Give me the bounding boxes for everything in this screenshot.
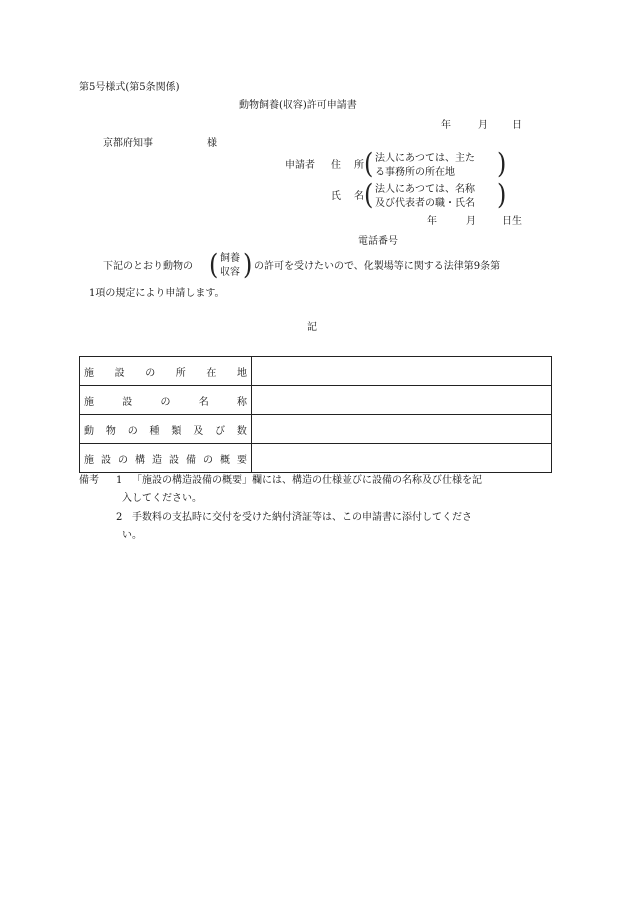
- name-label-char-1: 氏: [331, 191, 341, 202]
- label-char: 要: [237, 454, 247, 466]
- row-label-structure-overview: [80, 444, 252, 473]
- date-day-label: 日: [512, 120, 522, 131]
- value-facility-location[interactable]: [252, 357, 552, 386]
- label-char: 設: [101, 454, 111, 466]
- remarks-label: 備考: [79, 475, 99, 486]
- label-char: の: [160, 396, 171, 408]
- table-row: [80, 357, 552, 386]
- label-char: 設: [122, 396, 133, 408]
- form-number: 第5号様式(第5条関係): [79, 82, 180, 93]
- table-row: [80, 386, 552, 415]
- addressee-honorific: 様: [207, 138, 217, 149]
- birth-month-label: 月: [466, 216, 476, 227]
- label-char: 造: [152, 454, 162, 466]
- label-char: 所: [175, 367, 186, 379]
- body-text-line-2: 1項の規定により申請します。: [89, 288, 225, 299]
- applicant-label: 申請者: [285, 160, 315, 171]
- body-text-after: の許可を受けたいので、化製場等に関する法律第9条第: [254, 261, 501, 272]
- address-label-char-1: 住: [331, 160, 341, 171]
- name-label-char-2: 名: [354, 191, 364, 202]
- facility-table: [79, 356, 552, 473]
- label-char: 名: [198, 396, 209, 408]
- address-note-left-brace: (: [364, 147, 374, 181]
- address-label-char-2: 所: [354, 160, 364, 171]
- address-note-right-brace: ): [497, 147, 507, 181]
- label-char: 構: [135, 454, 145, 466]
- value-facility-name[interactable]: [252, 386, 552, 415]
- heading-ki: 記: [307, 322, 317, 333]
- birth-year-label: 年: [427, 216, 437, 227]
- option-house: 収容: [220, 267, 240, 278]
- birth-day-label: 日生: [502, 216, 522, 227]
- table-row: [80, 415, 552, 444]
- name-note-line-2: 及び代表者の職・氏名: [375, 198, 475, 209]
- label-char: 称: [237, 396, 247, 408]
- label-char: 数: [236, 425, 247, 437]
- label-char: 施: [84, 454, 94, 466]
- body-text-before: 下記のとおり動物の: [103, 261, 193, 272]
- remark-2-number: 2: [116, 512, 123, 523]
- name-note-right-brace: ): [497, 178, 507, 212]
- label-char: 施: [84, 367, 94, 379]
- phone-label: 電話番号: [358, 236, 398, 247]
- label-char: の: [118, 454, 128, 466]
- date-year-label: 年: [441, 120, 451, 131]
- remark-1-number: 1: [116, 475, 123, 486]
- label-char: の: [145, 367, 156, 379]
- value-structure-overview[interactable]: [252, 444, 552, 473]
- label-char: び: [215, 425, 226, 437]
- name-note-left-brace: (: [364, 178, 374, 212]
- label-char: 種: [149, 425, 160, 437]
- remark-1-line-1: 「施設の構造設備の概要」欄には、構造の仕様並びに設備の名称及び仕様を記: [132, 475, 482, 486]
- table-row: [80, 444, 552, 473]
- name-note-line-1: 法人にあつては、名称: [375, 184, 475, 195]
- label-char: 動: [84, 425, 94, 437]
- remark-2-line-1: 手数料の支払時に交付を受けた納付済証等は、この申請書に添付してくださ: [132, 512, 472, 523]
- label-char: 類: [171, 425, 182, 437]
- label-char: 施: [84, 396, 94, 408]
- label-char: 在: [206, 367, 217, 379]
- option-keep: 飼養: [220, 253, 240, 264]
- remark-1-line-2: 入してください。: [122, 493, 202, 504]
- address-note-line-2: る事務所の所在地: [375, 167, 455, 178]
- row-label-facility-name: [80, 386, 252, 415]
- label-char: 備: [186, 454, 196, 466]
- address-note-line-1: 法人にあつては、主た: [375, 153, 475, 164]
- document-title: 動物飼養(収容)許可申請書: [239, 100, 357, 111]
- label-char: 概: [220, 454, 230, 466]
- row-label-facility-location: [80, 357, 252, 386]
- label-char: の: [203, 454, 213, 466]
- label-char: 設: [169, 454, 179, 466]
- label-char: 及: [193, 425, 204, 437]
- label-char: の: [127, 425, 138, 437]
- label-char: 物: [105, 425, 116, 437]
- label-char: 地: [236, 367, 247, 379]
- remark-2-line-2: い。: [122, 530, 142, 541]
- options-left-brace: (: [209, 248, 219, 282]
- date-month-label: 月: [478, 120, 488, 131]
- options-right-brace: ): [243, 248, 253, 282]
- row-label-animal-type-count: [80, 415, 252, 444]
- label-char: 設: [114, 367, 125, 379]
- addressee-name: 京都府知事: [103, 138, 153, 149]
- value-animal-type-count[interactable]: [252, 415, 552, 444]
